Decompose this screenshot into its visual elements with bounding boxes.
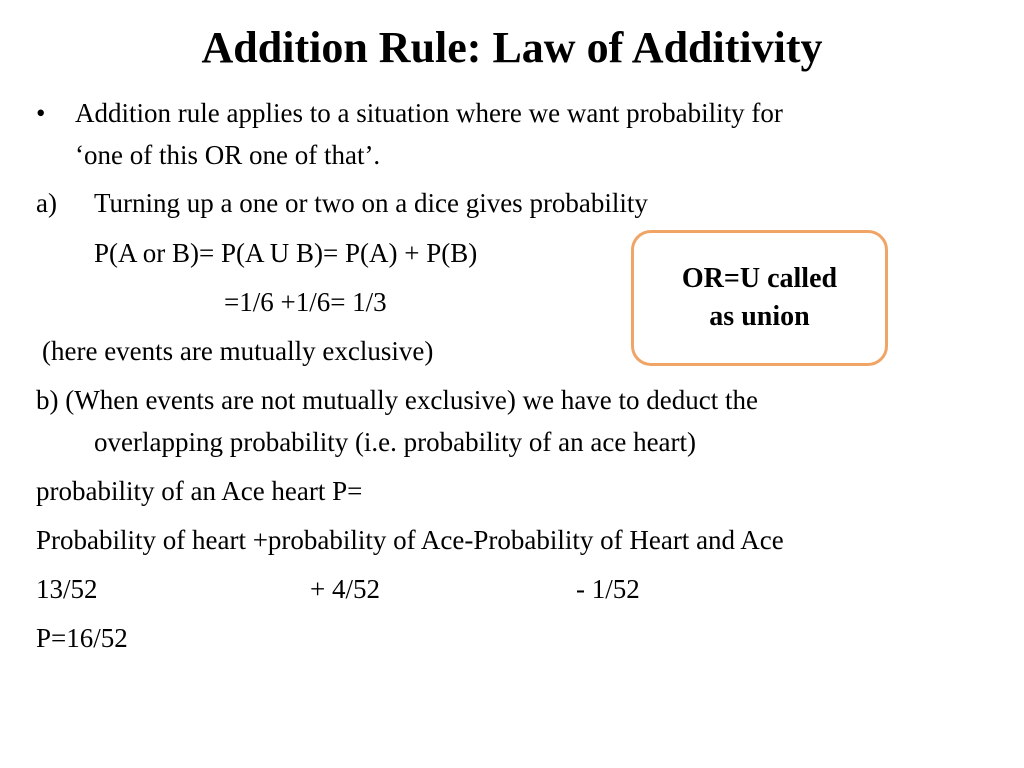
union-callout-box [631, 230, 888, 366]
probability-words-line: Probability of heart +probability of Ace-Probability of Heart and Ace [36, 525, 784, 555]
item-b-line-2: overlapping probability (i.e. probability of an ace heart) [94, 427, 697, 457]
term-heart-and-ace: - 1/52 [576, 574, 640, 604]
item-a-text: Turning up a one or two on a dice gives probability [94, 188, 648, 218]
mutually-exclusive-note: (here events are mutually exclusive) [42, 336, 434, 366]
term-ace: + 4/52 [310, 574, 380, 604]
item-a-marker: a) [36, 188, 57, 218]
bullet-text-line-1: Addition rule applies to a situation where we want probability for [75, 98, 783, 128]
callout-line-2: as union [709, 301, 810, 332]
bullet-text-line-2: ‘one of this OR one of that’. [75, 140, 381, 170]
term-heart: 13/52 [36, 574, 98, 604]
bullet-dot: • [36, 98, 46, 128]
slide-title: Addition Rule: Law of Additivity [201, 23, 823, 72]
result-line: P=16/52 [36, 623, 128, 653]
callout-line-1: OR=U called [681, 263, 838, 294]
item-b-line-1: b) (When events are not mutually exclusive) we have to deduct the [36, 385, 758, 415]
formula-line: P(A or B)= P(A U B)= P(A) + P(B) [94, 238, 478, 268]
formula-result-line: =1/6 +1/6= 1/3 [224, 287, 387, 317]
ace-heart-line: probability of an Ace heart P= [36, 476, 363, 506]
